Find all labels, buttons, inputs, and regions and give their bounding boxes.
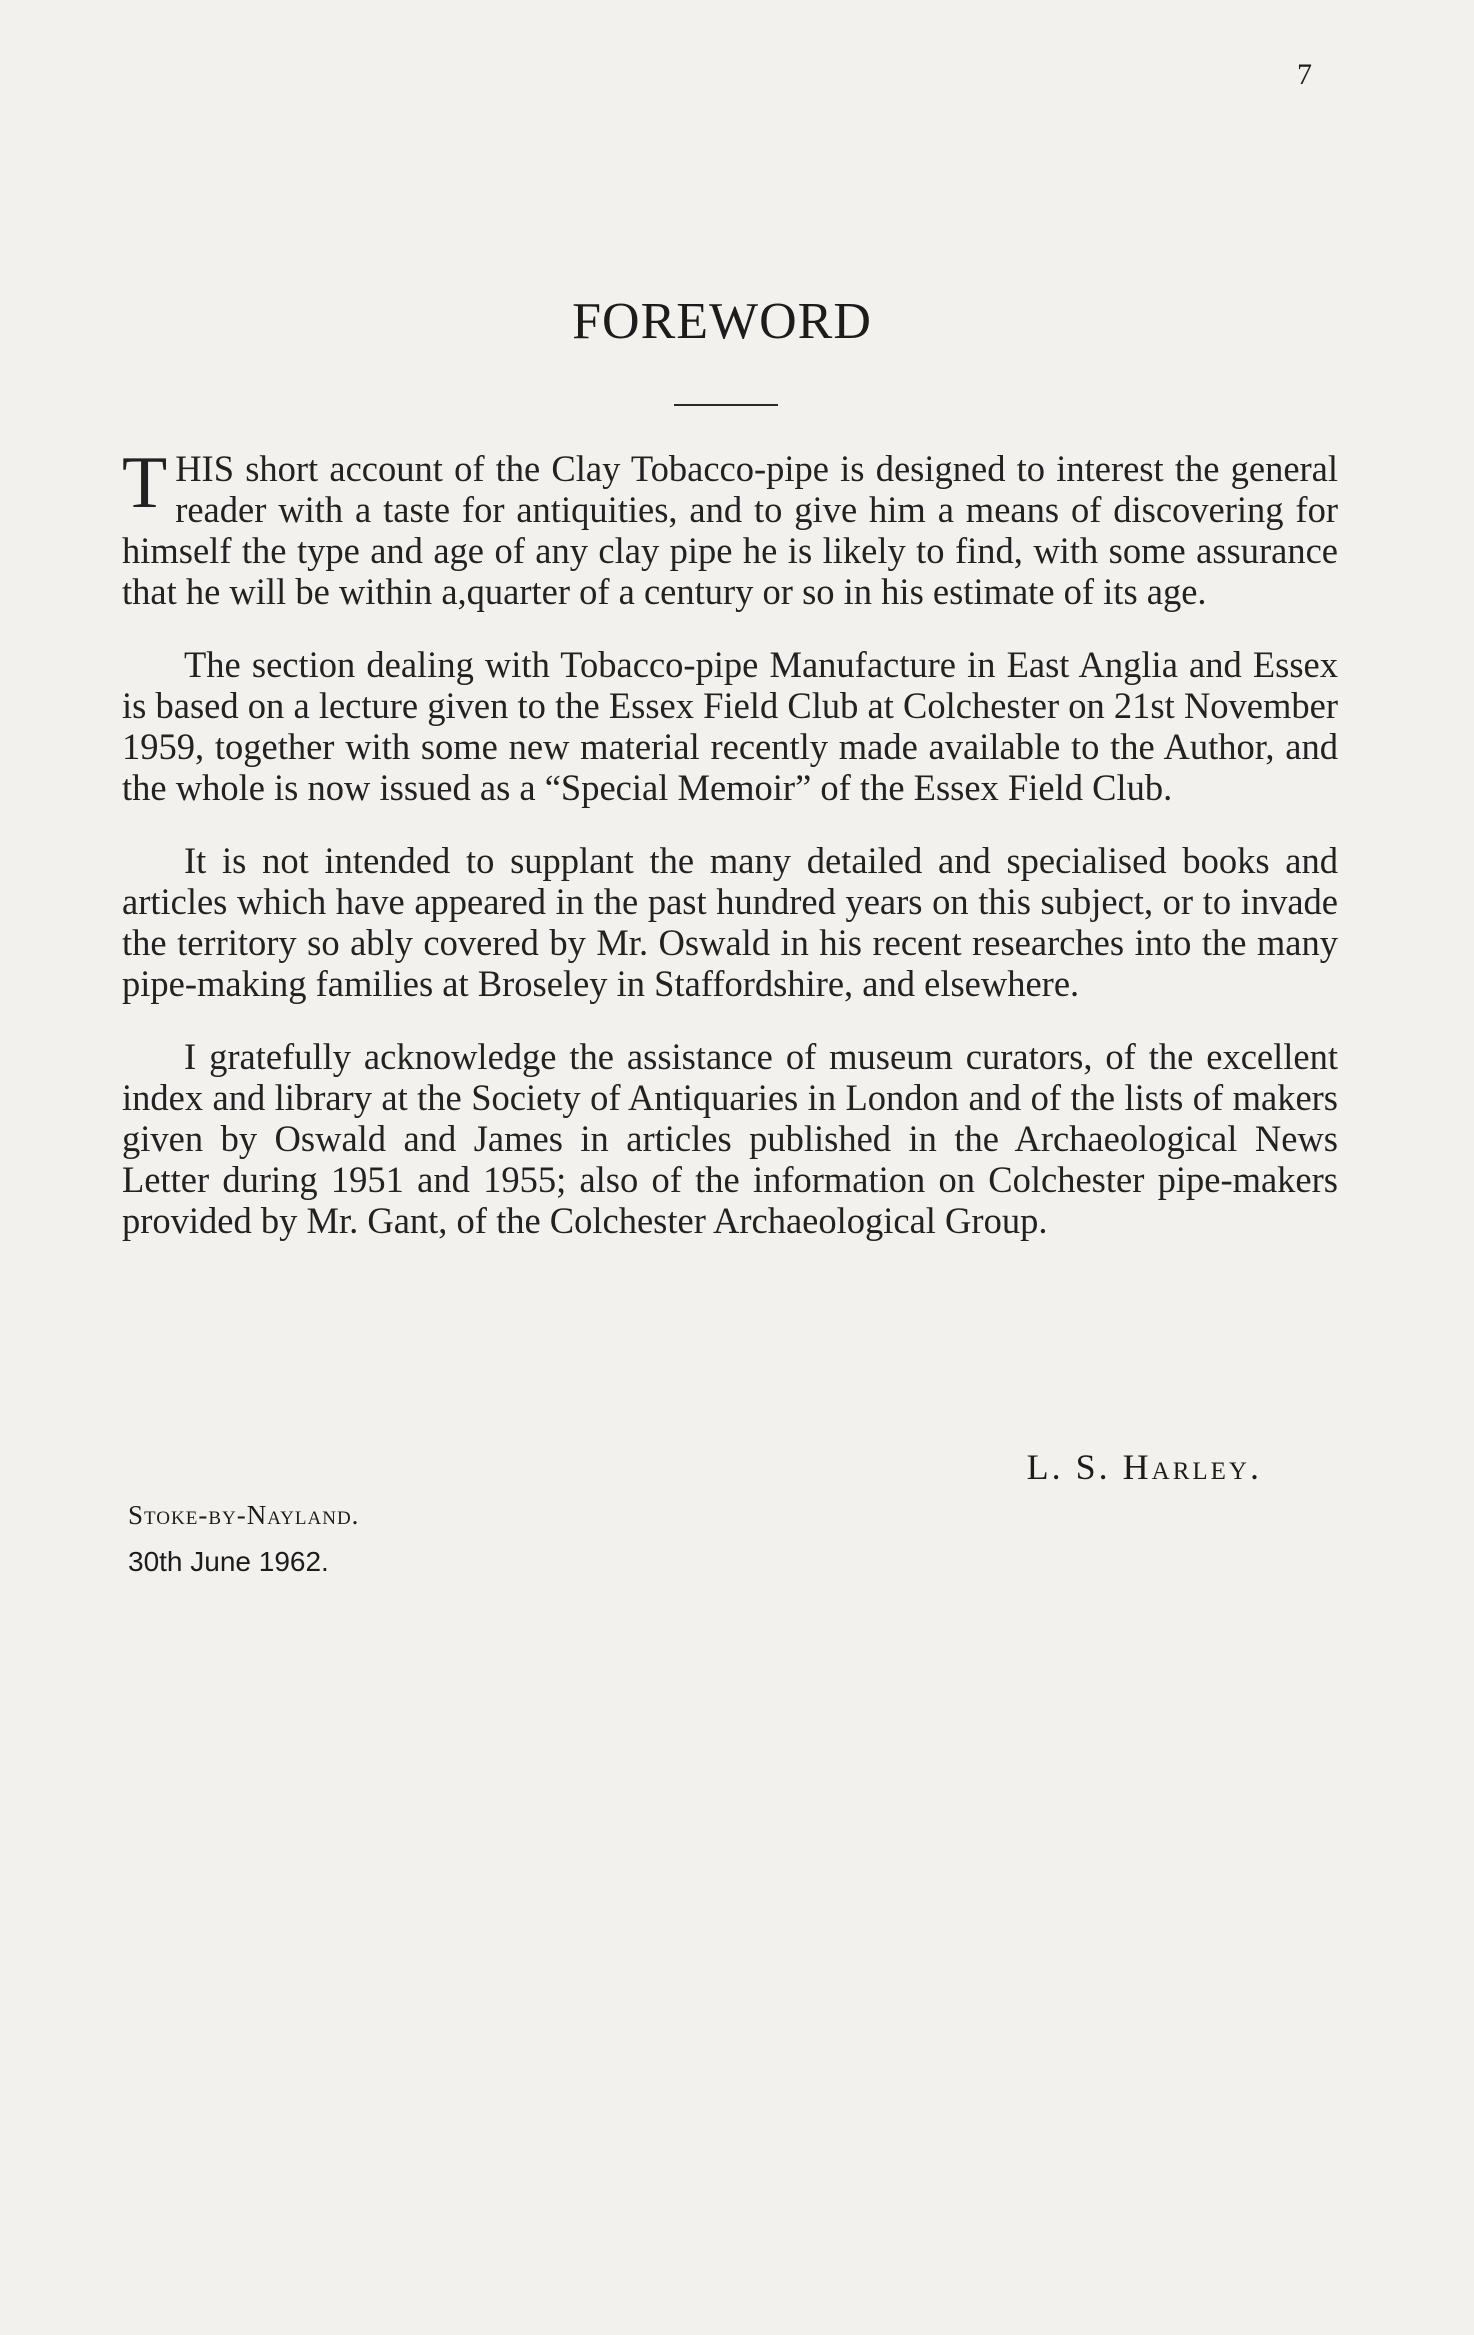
place-line: Stoke-by-Nayland. [128, 1500, 360, 1530]
paragraph-2: The section dealing with Tobacco-pipe Manufacture in East Anglia and Essex is based on a lecture given to the Essex Field Club at Colchester on 21st November 1959, together with some new material recently made available to the Author, and the whole is now issued as a “Special Memoir” of the Essex Field Club. [122, 644, 1338, 808]
page-number: 7 [1297, 58, 1312, 91]
paragraph-1 [122, 442, 1339, 612]
paragraph-3: It is not intended to supplant the many detailed and specialised books and articles which have appeared in the past hundred years on this subject, or to invade the territory so ably covered by Mr. Oswald in his recent researches into the many pipe-making families at Broseley in Staffordshire, and elsewhere. [122, 840, 1338, 1004]
foreword-body [122, 442, 1339, 1273]
author-signature: L. S. Harley. [1026, 1447, 1262, 1487]
paragraph-1-rest: interest the general reader with a taste for antiquities, and to give him a means of discovering for himself the type and age of any clay pipe he is likely to find, with some assurance that he will be within a,quarter of a century or so in his estimate of its age. [122, 448, 1339, 612]
paragraph-1-first-line: HIS short account of the Clay Tobacco-pipe is designed to [175, 448, 1046, 489]
title-rule [674, 404, 778, 406]
paragraph-4: I gratefully acknowledge the assistance of museum curators, of the excellent index and library at the Society of Antiquaries in London and of the lists of makers given by Oswald and James in articles published in the Archaeological News Letter during 1951 and 1955; also of the information on Colchester pipe-makers provided by Mr. Gant, of the Colchester Archaeological Group. [122, 1036, 1338, 1241]
date-line: 30th June 1962. [128, 1546, 329, 1577]
drop-cap: T [122, 442, 168, 524]
page-title: FOREWORD [572, 293, 872, 350]
